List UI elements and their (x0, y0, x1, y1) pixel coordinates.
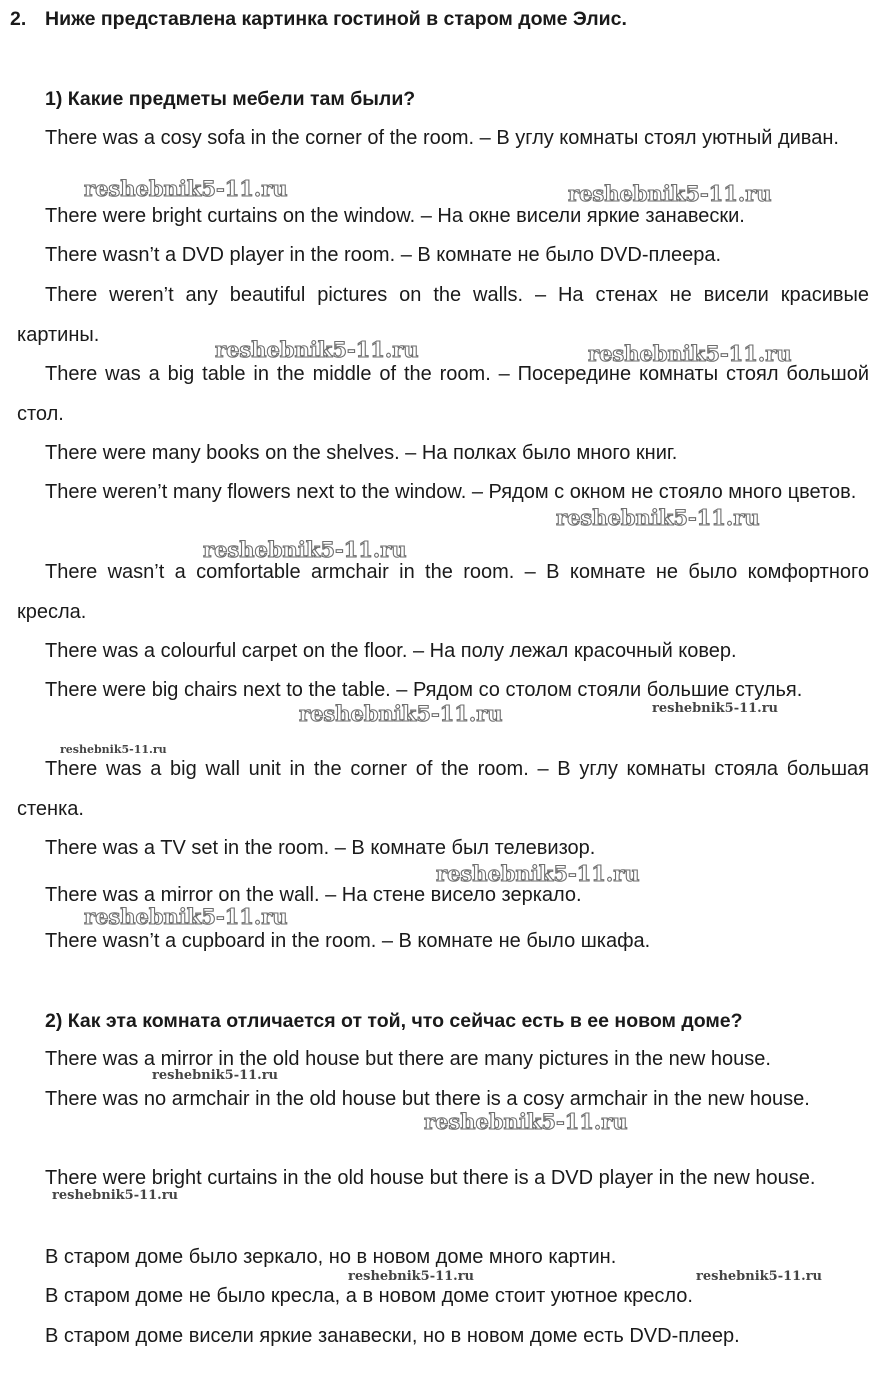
watermark: reshebnik5-11.ru (203, 537, 407, 562)
watermark: reshebnik5-11.ru (348, 1269, 475, 1284)
answer-item: There was a cosy sofa in the corner of the room. – В углу комнаты стоял уютный диван. (45, 127, 839, 149)
answer-item: В старом доме висели яркие занавески, но в новом доме есть DVD-плеер. (45, 1325, 740, 1347)
answer-item: There wasn’t a comfortable armchair in the room. – В комнате не было комфортного кресла. (17, 561, 869, 623)
watermark: reshebnik5-11.ru (84, 176, 288, 201)
answer-item: There was a colourful carpet on the floor. – На полу лежал красочный ковер. (45, 640, 737, 662)
watermark: reshebnik5-11.ru (568, 181, 772, 206)
task-title: Ниже представлена картинка гостиной в старом доме Элис. (45, 8, 627, 30)
answer-item: There weren’t any beautiful pictures on the walls. – На стенах не висели красивые картины. (17, 284, 869, 346)
section-2-heading: 2) Как эта комната отличается от той, что сейчас есть в ее новом доме? (45, 1010, 743, 1032)
watermark: reshebnik5-11.ru (299, 701, 503, 726)
answer-item: There were many books on the shelves. – На полках было много книг. (45, 442, 678, 464)
answer-item: There were big chairs next to the table. – Рядом со столом стояли большие стулья. (45, 679, 803, 701)
watermark: reshebnik5-11.ru (652, 701, 779, 716)
watermark: reshebnik5-11.ru (52, 1188, 179, 1203)
answer-item: There was a big wall unit in the corner of the room. – В углу комнаты стояла большая стенка. (17, 758, 869, 820)
answer-item: There was a mirror on the wall. – На стене висело зеркало. (45, 884, 582, 906)
section-1-heading: 1) Какие предметы мебели там были? (45, 88, 416, 110)
answer-item: There was no armchair in the old house but there is a cosy armchair in the new house. (45, 1088, 810, 1110)
watermark: reshebnik5-11.ru (84, 904, 288, 929)
watermark: reshebnik5-11.ru (696, 1269, 823, 1284)
task-number: 2. (10, 8, 27, 30)
watermark: reshebnik5-11.ru (215, 337, 419, 362)
watermark: reshebnik5-11.ru (424, 1109, 628, 1134)
answer-item: There was a mirror in the old house but there are many pictures in the new house. (45, 1048, 771, 1070)
answer-item: В старом доме было зеркало, но в новом доме много картин. (45, 1246, 617, 1268)
watermark: reshebnik5-11.ru (436, 861, 640, 886)
watermark: reshebnik5-11.ru (588, 341, 792, 366)
watermark: reshebnik5-11.ru (152, 1068, 279, 1083)
answer-item: В старом доме не было кресла, а в новом доме стоит уютное кресло. (45, 1285, 693, 1307)
watermark: reshebnik5-11.ru (556, 505, 760, 530)
answer-item: There was a TV set in the room. – В комнате был телевизор. (45, 837, 596, 859)
answer-item: There wasn’t a cupboard in the room. – В комнате не было шкафа. (45, 930, 651, 952)
answer-item: There were bright curtains on the window. – На окне висели яркие занавески. (45, 205, 745, 227)
answer-item: There weren’t many flowers next to the window. – Рядом с окном не стояло много цветов. (45, 481, 857, 503)
watermark: reshebnik5-11.ru (60, 743, 167, 756)
answer-item: There wasn’t a DVD player in the room. – В комнате не было DVD-плеера. (45, 244, 722, 266)
answer-item: There was a big table in the middle of the room. – Посередине комнаты стоял большой стол. (17, 363, 869, 425)
answer-item: There were bright curtains in the old house but there is a DVD player in the new house. (45, 1167, 816, 1189)
task-heading (10, 6, 870, 32)
